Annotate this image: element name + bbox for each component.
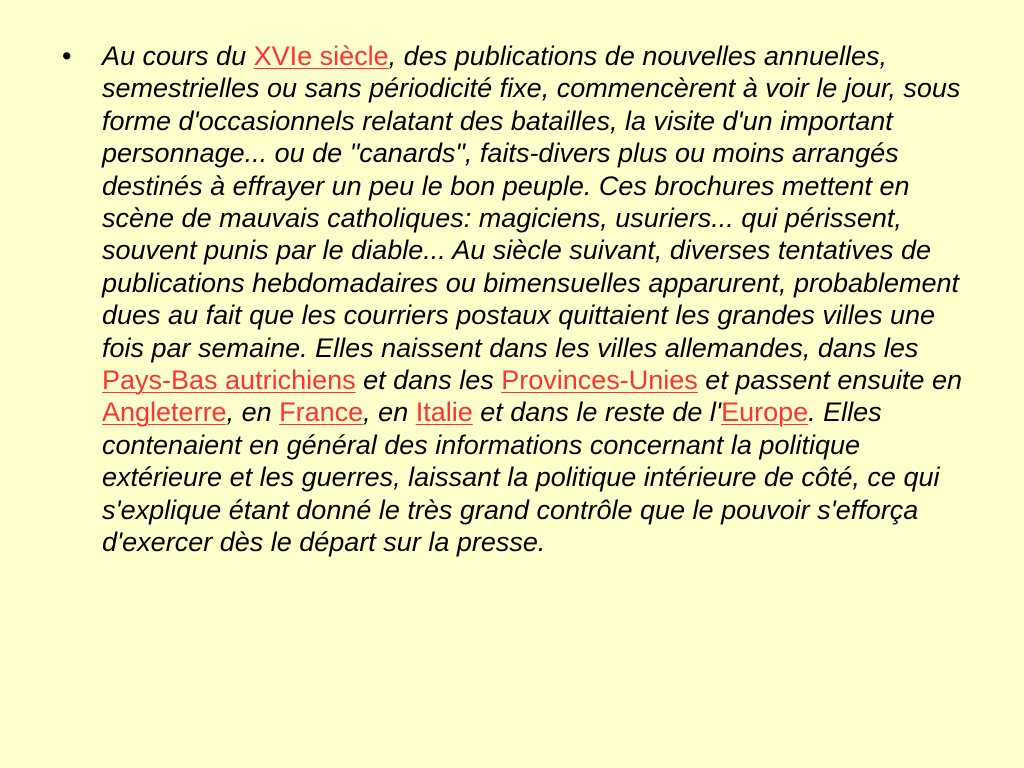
link-provinces-unies[interactable]: Provinces-Unies — [501, 365, 698, 396]
bullet-item — [62, 40, 972, 559]
link-angleterre[interactable]: Angleterre — [102, 397, 227, 428]
link-italie[interactable]: Italie — [415, 397, 473, 428]
link-pays-bas-autrichiens[interactable]: Pays-Bas autrichiens — [102, 365, 356, 396]
text-segment: et passent ensuite en — [697, 365, 962, 396]
link-xvie-siecle[interactable]: XVIe siècle — [253, 41, 389, 71]
text-segment: et dans les — [355, 365, 502, 396]
bullet-icon: • — [62, 41, 72, 71]
text-segment: . Elles contenaient en général des informations concernant la politique extérieure et les guerres, laissant la politique intérieure de côté, ce qui s'explique étant donné le très grand contrôle que le pouvoir s'efforça d'exercer dès le départ sur la presse. — [102, 397, 940, 558]
text-segment: et dans le reste de l' — [472, 397, 722, 428]
text-segment: Au cours du — [102, 41, 254, 71]
text-segment: , des publications de nouvelles annuelles, semestrielles ou sans périodicité fixe, commencèrent à voir le jour, sous forme d'occasionnels relatant des batailles, la visite d'un important personnage... ou de "canards", faits-divers plus ou moins arrangés destinés à effrayer un peu le bon peuple. Ces brochures mettent en scène de mauvais catholiques: magiciens, usuriers... qui périssent, souvent punis par le diable... Au siècle suivant, diverses tentatives de publications hebdomadaires ou bimensuelles apparurent, probablement dues au fait que les courriers postaux quittaient les grandes villes une fois par semaine. Elles naissent dans les villes allemandes, dans les — [102, 41, 961, 363]
text-segment: , en — [363, 397, 416, 428]
link-europe[interactable]: Europe — [721, 397, 809, 428]
paragraph-text — [102, 40, 972, 559]
link-france[interactable]: France — [279, 397, 364, 428]
bullet-list — [62, 40, 972, 559]
text-segment: , en — [226, 397, 280, 428]
